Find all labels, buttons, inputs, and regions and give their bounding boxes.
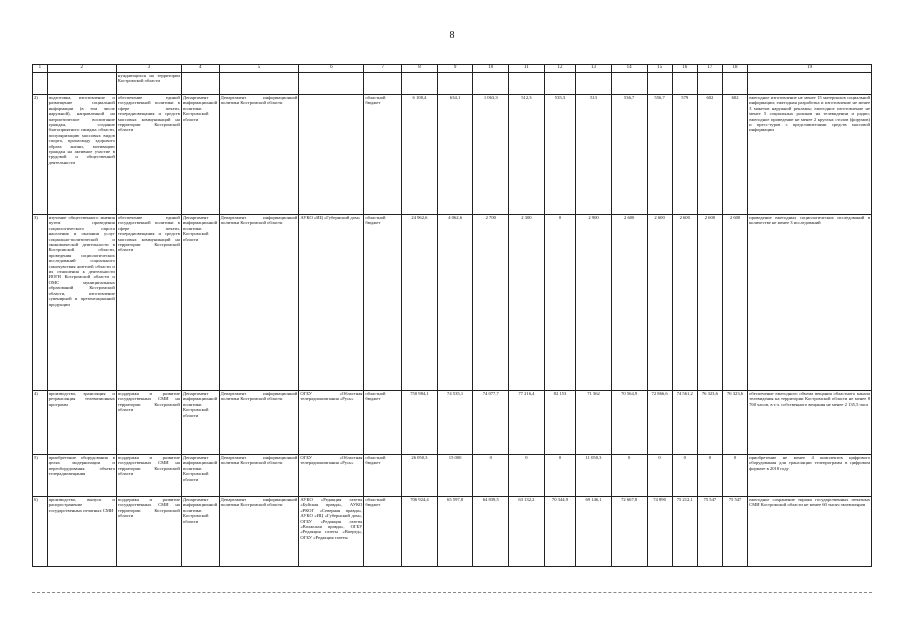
table-cell-col-7: областной бюджет xyxy=(364,497,402,567)
table-cell-col-4: Департамент информационной политики Костромской области xyxy=(181,497,219,567)
table-cell-col-7: областной бюджет xyxy=(364,95,402,215)
table-cell-col-16: 0 xyxy=(672,455,697,497)
table-cell-col-4: Департамент информационной политики Костромской области xyxy=(181,391,219,455)
table-cell-col-19: ежегодное сохранение тиража государственных печатных СМИ Костромской области не менее 60 тысяч экземпляров xyxy=(748,497,872,567)
table-cell-col-5: Департамент информационной политики Костромской области xyxy=(219,95,299,215)
table-cell-col-10: 64 839,5 xyxy=(473,497,509,567)
table-cell-col-5: Департамент информационной политики Костромской области xyxy=(219,215,299,391)
table-cell-col-10: 0 xyxy=(473,455,509,497)
table-cell-col-19: ежегодное изготовление не менее 15 материалов социальной информации; ежегодная разработка и изготовление не менее 3 макетов наружной рекламы; ежегодное изготовление не менее 5 социальных роликов на телевидении и радио; ежегодное проведение не менее 2 круглых столов (форумов) и пресс-туров с представителями средств массовой информации xyxy=(748,95,872,215)
table-cell-col-13: 11 050,3 xyxy=(576,455,612,497)
table-cell-col-14: 72 667,8 xyxy=(611,497,647,567)
table-cell-col-11: 77 216,4 xyxy=(509,391,545,455)
table-cell-col-5: Департамент информационной политики Костромской области xyxy=(219,455,299,497)
table-cell-col-17 xyxy=(697,73,722,95)
table-cell-col-14: 0 xyxy=(611,455,647,497)
table-cell-col-8 xyxy=(402,73,438,95)
column-number-5: 5 xyxy=(219,65,299,73)
table-cell-col-18: 2 600 xyxy=(722,215,747,391)
table-cell-col-14: 70 564,9 xyxy=(611,391,647,455)
column-number-16: 16 xyxy=(672,65,697,73)
column-number-8: 8 xyxy=(402,65,438,73)
column-number-4: 4 xyxy=(181,65,219,73)
column-number-17: 17 xyxy=(697,65,722,73)
column-number-19: 19 xyxy=(748,65,872,73)
table-cell-col-16 xyxy=(672,73,697,95)
table-cell-col-9: 634,1 xyxy=(437,95,473,215)
table-cell-col-8: 706 924,4 xyxy=(402,497,438,567)
table-cell-col-4 xyxy=(181,73,219,95)
table-cell-col-17: 602 xyxy=(697,95,722,215)
table-cell-col-9: 74 535,1 xyxy=(437,391,473,455)
table-cell-col-16: 579 xyxy=(672,95,697,215)
column-number-7: 7 xyxy=(364,65,402,73)
table-cell-col-17: 2 600 xyxy=(697,215,722,391)
table-cell-col-8: 6 108,4 xyxy=(402,95,438,215)
table-cell-col-1: 2) xyxy=(33,95,48,215)
table-cell-col-16: 75 212,1 xyxy=(672,497,697,567)
table-cell-col-8: 750 984,1 xyxy=(402,391,438,455)
table-cell-col-2: производство, трансляция и ретрансляция телевизионных программ xyxy=(47,391,116,455)
table-cell-col-12: 0 xyxy=(544,215,575,391)
table-cell-col-15 xyxy=(647,73,672,95)
table-cell-col-3: обеспечение единой государственной политики в сфере печати, телерадиовещания и средств массовых коммуникаций на территории Костромской области xyxy=(116,95,181,215)
table-row xyxy=(33,95,872,215)
table-cell-col-14: 536,7 xyxy=(611,95,647,215)
table-cell-col-15: 74 890 xyxy=(647,497,672,567)
table-cell-col-2: изучение общественного мнения путем проведения социологического опроса населения и оказания услуг социально-политической и экономической деятельности в Костромской области, проведения социологических исследований социального самочувствия жителей области и их отношения к деятельности ИОГВ Костромской области и ОМС муниципальных образований Костромской области, изготовление сувенирной и презентационной продукции xyxy=(47,215,116,391)
table-cell-col-13: 71 362 xyxy=(576,391,612,455)
table-cell-col-3: нуждающихся на территории Костромской области xyxy=(116,73,181,95)
table-cell-col-2: производство, выпуск и распространение государственных печатных СМИ xyxy=(47,497,116,567)
table-cell-col-18: 602 xyxy=(722,95,747,215)
column-number-18: 18 xyxy=(722,65,747,73)
table-cell-col-17: 0 xyxy=(697,455,722,497)
table-cell-col-3: поддержка и развитие государственных СМИ на территории Костромской области xyxy=(116,497,181,567)
table-cell-col-18: 75 547 xyxy=(722,497,747,567)
table-row xyxy=(33,215,872,391)
table-cell-col-7 xyxy=(364,73,402,95)
column-number-15: 15 xyxy=(647,65,672,73)
table-cell-col-11 xyxy=(509,73,545,95)
column-number-9: 9 xyxy=(437,65,473,73)
table-cell-col-14 xyxy=(611,73,647,95)
column-number-2: 2 xyxy=(47,65,116,73)
table-cell-col-18: 0 xyxy=(722,455,747,497)
table-header-row xyxy=(33,65,872,73)
column-number-3: 3 xyxy=(116,65,181,73)
table-body xyxy=(33,65,872,567)
table-cell-col-19 xyxy=(748,73,872,95)
table-cell-col-9: 4 062,6 xyxy=(437,215,473,391)
table-row xyxy=(33,497,872,567)
table-cell-col-6: АУКО «ИЦ «Губернский дом» xyxy=(299,215,364,391)
program-activities-table xyxy=(32,64,872,567)
table-cell-col-17: 76 323,6 xyxy=(697,391,722,455)
table-cell-col-13: 69 146,1 xyxy=(576,497,612,567)
column-number-11: 11 xyxy=(509,65,545,73)
table-cell-col-10: 74 077,7 xyxy=(473,391,509,455)
table-cell-col-8: 24 962,6 xyxy=(402,215,438,391)
table-cell-col-15: 0 xyxy=(647,455,672,497)
page-bottom-rule xyxy=(32,592,872,593)
table-cell-col-10: 1 063,3 xyxy=(473,95,509,215)
table-cell-col-16: 2 600 xyxy=(672,215,697,391)
column-number-14: 14 xyxy=(611,65,647,73)
table-cell-col-17: 75 547 xyxy=(697,497,722,567)
table-cell-col-4: Департамент информационной политики Костромской области xyxy=(181,95,219,215)
table-cell-col-9 xyxy=(437,73,473,95)
table-cell-col-1 xyxy=(33,73,48,95)
table-cell-col-7: областной бюджет xyxy=(364,455,402,497)
table-cell-col-9: 65 597,8 xyxy=(437,497,473,567)
table-cell-col-1: 6) xyxy=(33,497,48,567)
table-cell-col-15: 556,7 xyxy=(647,95,672,215)
table-cell-col-4: Департамент информационной политики Костромской области xyxy=(181,455,219,497)
table-cell-col-12: 82 153 xyxy=(544,391,575,455)
table-cell-col-2: подготовка, изготовление и размещение социальной информации (в том числе наружной), направленной на патриотическое воспитание граждан, создание благоприятного имиджа области, популяризацию массовых видов спорта, пропаганду здорового образа жизни, мотивацию граждан на активное участие в трудовой и общественной деятельности xyxy=(47,95,116,215)
table-cell-col-4: Департамент информационной политики Костромской области xyxy=(181,215,219,391)
table-cell-col-6: АУКО «Редакция газеты «Буйская правда», АУКО «РКОГ «Северная правда», АУКО «ИЦ «Губернский дом», ОГБУ «Редакция газеты «Волжская правда», ОГБУ «Редакция газеты «Вперед», ОГБУ «Редакция газеты xyxy=(299,497,364,567)
table-cell-col-14: 2 600 xyxy=(611,215,647,391)
table-cell-col-12: 535,3 xyxy=(544,95,575,215)
table-cell-col-12: 0 xyxy=(544,455,575,497)
table-row xyxy=(33,73,872,95)
table-cell-col-19: обеспечение ежегодного объема вещания областного канала телевидения на территории Костромской области не менее 8 760 часов, в т.ч. собственного вещания не менее 2 135,5 часа xyxy=(748,391,872,455)
table-cell-col-5 xyxy=(219,73,299,95)
table-cell-col-6: ОГБУ «Областная телерадиокомпания «Русь» xyxy=(299,391,364,455)
table-row xyxy=(33,391,872,455)
table-cell-col-12: 70 344,9 xyxy=(544,497,575,567)
table-cell-col-13: 513 xyxy=(576,95,612,215)
table-cell-col-11: 63 132,2 xyxy=(509,497,545,567)
table-cell-col-16: 74 561,2 xyxy=(672,391,697,455)
table-cell-col-2 xyxy=(47,73,116,95)
table-cell-col-7: областной бюджет xyxy=(364,215,402,391)
table-cell-col-15: 72 866,6 xyxy=(647,391,672,455)
table-cell-col-18 xyxy=(722,73,747,95)
table-cell-col-5: Департамент информационной политики Костромской области xyxy=(219,391,299,455)
table-cell-col-3: обеспечение единой государственной политики в сфере печати, телерадиовещания и средств массовых коммуникаций на территории Костромской области xyxy=(116,215,181,391)
page-number: 8 xyxy=(449,30,455,41)
table-cell-col-1: 5) xyxy=(33,455,48,497)
table-cell-col-6: ОГБУ «Областная телерадиокомпания «Русь» xyxy=(299,455,364,497)
table-row xyxy=(33,455,872,497)
table-cell-col-13 xyxy=(576,73,612,95)
column-number-6: 6 xyxy=(299,65,364,73)
table-cell-col-11: 0 xyxy=(509,455,545,497)
table-cell-col-2: приобретение оборудования в целях модернизации и переоборудования объекта телерадиовещания xyxy=(47,455,116,497)
table-cell-col-5: Департамент информационной политики Костромской области xyxy=(219,497,299,567)
table-cell-col-8: 26 050,3 xyxy=(402,455,438,497)
table-cell-col-19: приобретение не менее 4 комплектов цифрового оборудования для трансляции телепрограмм в цифровом формате в 2018 году xyxy=(748,455,872,497)
table-cell-col-1: 3) xyxy=(33,215,48,391)
column-number-10: 10 xyxy=(473,65,509,73)
table-cell-col-10: 2 700 xyxy=(473,215,509,391)
table-cell-col-15: 2 600 xyxy=(647,215,672,391)
column-number-1: 1 xyxy=(33,65,48,73)
table-cell-col-11: 512,3 xyxy=(509,95,545,215)
table-cell-col-6 xyxy=(299,73,364,95)
table-cell-col-13: 2 900 xyxy=(576,215,612,391)
table-cell-col-3: поддержка и развитие государственных СМИ на территории Костромской области xyxy=(116,455,181,497)
table-cell-col-6 xyxy=(299,95,364,215)
column-number-13: 13 xyxy=(576,65,612,73)
table-cell-col-10 xyxy=(473,73,509,95)
table-cell-col-11: 2 300 xyxy=(509,215,545,391)
table-cell-col-19: проведение ежегодных социологических исследований в количестве не менее 3 исследований xyxy=(748,215,872,391)
table-cell-col-9: 15 000 xyxy=(437,455,473,497)
table-cell-col-3: поддержка и развитие государственных СМИ на территории Костромской области xyxy=(116,391,181,455)
column-number-12: 12 xyxy=(544,65,575,73)
table-cell-col-7: областной бюджет xyxy=(364,391,402,455)
table-cell-col-18: 76 323,6 xyxy=(722,391,747,455)
table-cell-col-12 xyxy=(544,73,575,95)
table-cell-col-1: 4) xyxy=(33,391,48,455)
